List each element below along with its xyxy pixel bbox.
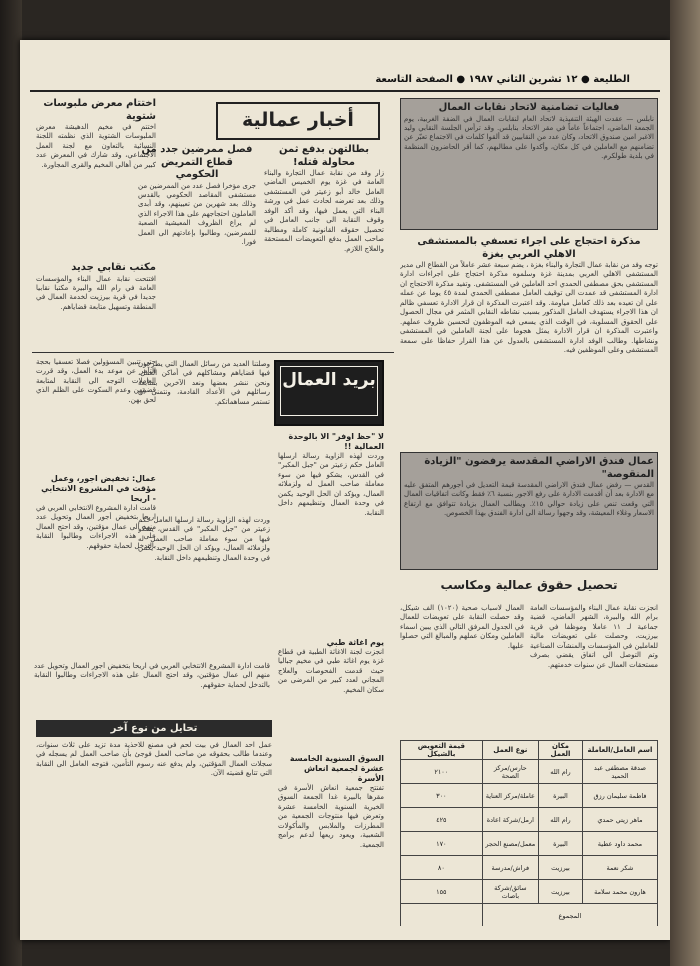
- jericho-body: قامت ادارة المشروع الانتخابي العربي في اريحا بتخفيض أجور العمال وتحويل عدد منهم الى عمال مؤقتين، وقد احتج العمال على هذه الاجراءات وطالبوا النقابة بالتدخل لحماية حقوقهم.: [36, 504, 156, 550]
- transfer-article: [264, 144, 384, 344]
- table-cell: هارون محمد سلامة: [582, 880, 657, 904]
- table-cell: رام الله: [539, 760, 583, 784]
- nurses-title: فصل ممرضين جدد من قطاع التمريض الحكومي: [141, 144, 253, 180]
- jericho-continued-body: قامت ادارة المشروع الانتخابي العربي في اريحا بتخفيض أجور العمال وتحويل عدد منهم الى عمال مؤقتين، وقد احتج العمال على هذه الاجراءات وطالبوا النقابة بالتدخل لحماية حقوقهم.: [34, 662, 270, 689]
- workers-mail-label: بريد العمال: [282, 370, 376, 390]
- hotel-workers-body: القدس — رفض عمال فندق الاراضي المقدسة قيمة التعديل في أجورهم المتفق عليه مع الادارة بعد أن أقدمت الادارة على رفع الاجور بنسبة ٦٪ فقط وكانت اتفاقيات العمال التي وقعت تنص على زيادة حوالي ١٥٪. ويطالب العمال بزيادة تتوافق مع ارتفاع الاسعار وغلاء المعيشة، وقد وجهوا رسالة الى ادارة الفندق بهذا الخصوص.: [404, 481, 654, 518]
- table-cell: بيرزيت: [539, 880, 583, 904]
- table-row: [401, 760, 658, 784]
- table-total-row: [401, 904, 658, 927]
- table-cell: ٤٢٥: [401, 808, 483, 832]
- market-body: تفتتح جمعية انعاش الأسرة في مقرها بالبيرة غدا الجمعة السوق الخيرية السنوية الخامسة عشرة وتعرض فيها منتوجات الجمعية من المطرزات والملابس والمأكولات الشعبية، ويعود ريعها لدعم برامج الجمعية.: [278, 784, 384, 849]
- page-edge: [670, 0, 700, 966]
- protest-body: توجه وفد من نقابة عمال التجارة والبناء بغزة ، يضم سبعة عشر عاملاً من القطاع الى مدير المستشفى الاهلي العربي بمدينة غزة وسلموه مذكرة احتجاج على اجراءات ادارة المستشفى بحق مصطفى الحمدي احد العاملين في المستشفى. وتفيد مذكرة الاحتجاج ان ادارة المستشفى قد عمدت الى توقيف العامل مصطفى الحمدي لمدة ٤٥ يوما عن عمله على ان تعيده بعد ذلك كعامل مياومة. وقد اعتبرت المذكرة ان قرار الادارة تعسفي ظالم ان هذا الاجراء يستهدف العامل المذكور بسبب نشاطه النقابي المثمر في مجال الحصول على الحقوق المسلوبة، في الوقت الذي يسعى فيه الموظفون لتحسين ظروف عملهم. واعتبرت المذكرة ان قرار الادارة يمثل هجوما على لجنة العاملين في المستشفى ونشاطها. وطالب الوفد ادارة المستشفى بالعدول عن هذا القرار حفاظا على سمعة المستشفى وعلى الموظفين فيه.: [400, 261, 658, 354]
- jericho-continued: [34, 662, 270, 714]
- table-total-value: [401, 904, 483, 927]
- table-row: [401, 808, 658, 832]
- office-body: افتتحت نقابة عمال البناء والمؤسسات العامة في رام الله والبيرة مكتبا نقابيا جديدا في قرية بيرزيت لخدمة العمال في المنطقة وتسهيل متابعة قضاياهم.: [36, 274, 156, 311]
- table-header: قيمة التعويض بالشيكل: [401, 741, 483, 760]
- table-cell: محمد داود عطية: [582, 832, 657, 856]
- solidarity-title: فعاليات تضامنية لاتحاد نقابات العمال: [438, 102, 620, 113]
- section-divider: [32, 352, 394, 353]
- table-cell: ١٥٥: [401, 880, 483, 904]
- table-cell: ١٧٠: [401, 832, 483, 856]
- hotel-workers-article: [400, 452, 658, 570]
- table-cell: بيرزيت: [539, 856, 583, 880]
- solidarity-article: [400, 98, 658, 230]
- transfer-body: زار وفد من نقابة عمال التجارة والبناء العامة في غزة يوم الخميس الماضي العامل خالد أبو زعيتر في المستشفى وذلك بعد تعرضه لحادث عمل في ورشة البناء التي يعمل فيها، وقد أكد الوفد وقوف النقابة الى جانب العامل في تحصيل حقوقه القانونية كاملة ومطالبة صاحب العمل بدفع التعويضات المستحقة والعلاج اللازم.: [264, 169, 384, 253]
- table-cell: ٢١٠٠: [401, 760, 483, 784]
- table-row: [401, 856, 658, 880]
- table-cell: البيرة: [539, 832, 583, 856]
- compensation-table: [400, 740, 658, 926]
- header-dateline: الطليعة ● ١٢ تشرين الثاني ١٩٨٧ ● الصفحة التاسعة: [375, 74, 630, 85]
- table-header: اسم العامل/العاملة: [582, 741, 657, 760]
- table-cell: ماهر زيتي حمدي: [582, 808, 657, 832]
- dismissal-body: حتى تتبين المسؤولين فصلا تعسفيا بحجة التآمر عن موعد بدء العمل، وقد قررت العاملات التوجه الى النقابة لمتابعة قضيتهن وعدم السكوت على الظلم الذي لحق بهن.: [36, 358, 156, 404]
- trickery-body: عمل احد العمال في بيت لحم في مصنع للاحذية مدة تزيد على ثلاث سنوات، وعندما طالب بحقوقه من صاحب العمل فوجئ بأن صاحب العمل لم يسجله في سجلات العمال المؤقتين، ولم يدفع عنه رسوم التأمين، فتوجه العامل الى النقابة التي تتابع قضيته الآن.: [36, 741, 272, 778]
- table-row: [401, 832, 658, 856]
- table-cell: ٨٠: [401, 856, 483, 880]
- table-cell: فراش/مدرسة: [482, 856, 538, 880]
- hotel-workers-title: عمال فندق الاراضي المقدسة يرفضون "الزيادة المنقوصة": [424, 456, 654, 480]
- market-article: [278, 754, 384, 924]
- table-header: مكان العمل: [539, 741, 583, 760]
- transfer-title: بطالتهن بدفع ثمن محاولة قتله!: [278, 144, 370, 168]
- table-cell: رام الله: [539, 808, 583, 832]
- rights-body-a: [530, 604, 658, 734]
- clothing-body: اختتم في مخيم الدهيشة معرض الملبوسات الشتوية الذي نظمته اللجنة النسائية بالتعاون مع لجنة العمل الاجتماعي، وقد شارك في المعرض عدد كبير من أهالي المخيم والقرى المجاورة.: [36, 123, 156, 169]
- table-header: نوع العمل: [482, 741, 538, 760]
- table-cell: البيرة: [539, 784, 583, 808]
- trickery-title: تحايل من نوع آخر: [36, 720, 272, 737]
- table-cell: فاطمة سليمان رزق: [582, 784, 657, 808]
- mailbox-body: وصلتنا العديد من رسائل العمال التي يطرحون فيها قضاياهم ومشاكلهم في أماكن العمل، ونحن ننشر بعضها ونعد الآخرين بمتابعة رسائلهم في الأعداد القادمة، ونتمنى ان تستمر مساهماتكم.: [138, 360, 270, 406]
- nurses-body: جرى مؤخرا فصل عدد من الممرضين من مستشفى المقاصد الحكومي بالقدس وذلك بعد شهرين من تعيينهم، وقد أبدى العاملون احتجاجهم على هذا الاجراء الذي لم يراع الظروف المعيشية الصعبة للممرضين، وطالبوا بإعادتهم الى العمل فورا.: [138, 181, 256, 247]
- mailbox-continued-body: وردت لهذه الزاوية رسالة ارسلها العامل حكم زعيتر من "جبل المكبر" في القدس، يشكو فيها من سوء معاملة صاحب العمل له ولزملائه العمال، ويؤكد ان الحل الوحيد يكمن في وحدة العمال وتنظيمهم داخل النقابة.: [138, 516, 270, 562]
- solidarity-body: نابلس — عقدت الهيئة التنفيذية لاتحاد العام لنقابات العمال في الضفة الغربية، يوم الجمعة الماضي، اجتماعاً عاماً في مقر الاتحاد بنابلس. وقد ترأس الجلسة النقابي وليد الاغبر امين صندوق الاتحاد، وكان عدد من النقابيين قد ألقوا كلمات في الاجتماع تعبّر عن تضامنهم مع العاملين في كل مكان، وأكدوا على مطالبهم، كما أقر الحاضرون المنظمة في بلدية طولكرم.: [404, 114, 654, 161]
- table-cell: عاملة/مركز العناية: [482, 784, 538, 808]
- clothing-title: اختتام معرض ملبوسات شتوية: [43, 98, 156, 122]
- jericho-title: عمال: تخفيض اجور، وعمل مؤقت في المشروع الانتخابي - اريحا: [41, 474, 156, 503]
- page-header: [30, 70, 660, 92]
- table-cell: شكر نعمة: [582, 856, 657, 880]
- trickery-article: [36, 720, 272, 920]
- protest-title: مذكرة احتجاج على اجراء تعسفي بالمستشفى الاهلي العربي بغزة: [417, 236, 641, 260]
- rights-heading: [400, 578, 658, 600]
- table-cell: معمل/مصنع الحجر: [482, 832, 538, 856]
- binder-spine: [0, 0, 22, 966]
- letter-body: وردت لهذه الزاوية رسالة ارسلها العامل حكم زعيتر من "جبل المكبر" في القدس، يشكو فيها من سوء معاملة صاحب العمل له ولزملائه العمال، ويؤكد ان الحل الوحيد يكمن في وحدة العمال وتنظيمهم داخل النقابة.: [278, 452, 384, 517]
- rights-text-a: انجزت نقابة عمال البناء والمؤسسات العامة برام الله والبيرة، الشهر الماضي، قضية جماعية لـ ١١ عاملا وموظفا في قرية بيرزيت، وحصلت على تعويضات مالية للعاملين في المؤسسات والمنشآت الصناعية وتم التوصل الى اتفاق يقضي بصرف مستحقات العمال عن سنوات خدمتهم.: [530, 604, 658, 669]
- market-title: السوق السنوية الخامسة عشرة لجمعية انعاش الأسرة: [289, 754, 384, 783]
- rights-title: تحصيل حقوق عمالية ومكاسب: [440, 578, 618, 592]
- table-row: [401, 784, 658, 808]
- workers-mail-logo: [274, 360, 384, 426]
- table-total-label: المجموع: [482, 904, 657, 927]
- table-cell: حارس/مركز الصحة: [482, 760, 538, 784]
- medical-day-title: يوم اغاثة طبي: [326, 638, 384, 647]
- table-cell: صدقة مصطفى عبد الحميد: [582, 760, 657, 784]
- mailbox-article: [138, 360, 270, 510]
- table-cell: ٣٠٠: [401, 784, 483, 808]
- medical-day-body: انجزت لجنة الاغاثة الطبية في قطاع غزة يوم اغاثة طبي في مخيم جباليا حيث قدمت الفحوصات والعلاج المجاني لعدد كبير من المرضى من سكان المخيم.: [278, 648, 384, 694]
- masthead: أخبار عمالية: [216, 102, 380, 140]
- table-cell: سائق/شركة باصات: [482, 880, 538, 904]
- table-cell: ارمل/شركة اعادة: [482, 808, 538, 832]
- protest-article: [400, 236, 658, 446]
- medical-day-article: [278, 638, 384, 748]
- newspaper-page: [20, 40, 670, 940]
- office-title: مكتب نقابي جديد: [71, 262, 156, 273]
- letter-article: [278, 432, 384, 632]
- letter-title: لا "حظ اوفر" الا بالوحدة العمالية !!: [288, 432, 384, 451]
- nurses-article: [138, 144, 256, 344]
- table-row: [401, 880, 658, 904]
- rights-body-b: [400, 604, 524, 734]
- mailbox-continued: [138, 516, 270, 656]
- rights-text-b: العمال لاسباب صحية (١٠٢٠) الف شيكل، وقد حصلت النقابة على تعويضات للعمال في الجدول المرفق التالي الذي يبين اسماء العاملين ومكان عملهم والمبالغ التي حصلوا عليها.: [400, 604, 524, 650]
